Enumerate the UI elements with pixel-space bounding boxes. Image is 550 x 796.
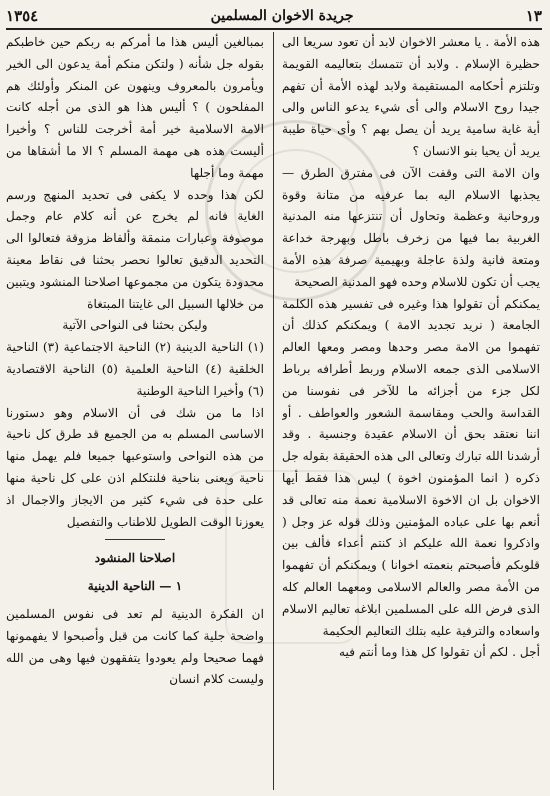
left-column — [6, 32, 264, 792]
section-subheading: ١ — الناحية الدينية — [87, 579, 183, 594]
newspaper-title: جريدة الاخوان المسلمين — [210, 8, 354, 24]
paragraph: ان الفكرة الدينية لم تعد فى نفوس المسلمين واضحة جلية كما كانت من قبل وأصبحوا لا يفهمونها فهما صحيحا ولم يعودوا يتفقهون فيها وهى من الله وليست كلام انسان — [6, 606, 264, 687]
section-heading: اصلاحنا المنشود — [94, 551, 176, 566]
paragraph: بمبالغين أليس هذا ما أمركم به ربكم حين خاطبكم بقوله جل شأنه ( ولتكن منكم أمة يدعون الى الخير ويأمرون بالمعروف وينهون عن المنكر وأولئك هم المفلحون ) ؟ أليس هذا هو الذى من أجله كانت الامة الاسلامية خير أمة أخرجت للناس ؟ وأخيرا أليست هذه هى مهمة المسلم ؟ الا ما أشقاها من مهمة وما أجلها — [6, 35, 264, 180]
paragraph: لكن هذا وحده لا يكفى فى تحديد المنهج ورسم الغاية فانه لم يخرج عن أنه كلام عام وجمل موصوفة وعبارات منمقة وألفاظ مزوقة فتعالوا الى التحديد الدقيق تعالوا نحصر بحثنا فى نقاط معينة محدودة يتكون من مجموعها اصلاحنا المنشود ويتبين من خلالها السبيل الى غايتنا المبتغاة — [6, 187, 264, 311]
paragraph: هذه الأمة . يا معشر الاخوان لابد أن تعود سريعا الى حظيرة الإسلام . ولابد أن تتمسك بتعاليمه القويمة وتلتزم أحكامه المستقيمة ولابد لهذه الأمة أن تفهم جيدا روح الاسلام والى أى شيء يدعو الناس والى أية غاية سامية يريد أن يصل بهم ؟ وأى حياة طيبة يريد أن يحيا بنو الانسان ؟ — [282, 35, 540, 158]
page-number: ١٣ — [525, 7, 542, 25]
right-column — [282, 32, 540, 792]
paragraph: اذا ما من شك فى أن الاسلام وهو دستورنا الاساسى المسلم به من الجميع قد طرق كل ناحية من هذه النواحى واستوعبها جميعا فلم يهمل منها ناحية ويعنى بناحية فلنتكلم اذن على كل ناحية منها على حدة فى شيء كثير من الايجاز والاجمال اذ يعوزنا الوقت الطويل للاطناب والتفصيل — [6, 405, 264, 529]
column-divider — [273, 32, 274, 790]
year: ١٣٥٤ — [6, 7, 39, 25]
paragraph: وان الامة التى وقفت الآن فى مفترق الطرق — يجذبها الاسلام اليه بما عرفيه من متانة وقوة وروحانية وعظمة وتحاول أن تنتزعها منه المدنية الغربية بما فيها من زخرف باطل وبهرجة خداعة ومتعة فانية ولذة عاجلة وبهيمية صرفة هذه الأمة يجب أن تكون للاسلام وحده فهو المدنية الصحيحة — [282, 165, 540, 289]
paragraph: وليكن بحثنا فى النواحى الآتية — [62, 318, 208, 333]
paragraph: يمكنكم أن تقولوا هذا وغيره فى تفسير هذه الكلمة الجامعة ( نريد تجديد الامة ) ويمكنكم كذلك أن تفهموا من الامة مصر وحدها ومصر ومعها العالم الاسلامى الذى جمعه الاسلام وربط أطرافه برباط لكل جزء من أجزائه ما للآخر فى نفوسنا من القداسة والحب ومقاسمة الشعور والعواطف . أو اننا نعتقد بحق أن الاسلام عقيدة وجنسية . وقد أرشدنا الله تبارك وتعالى الى هذه الحقيقة بقوله جل ذكره ( انما المؤمنون اخوة ) ليس هذا فقط أيها الاخوان بل ان الاخوة الاسلامية نعمة منه تعالى قد أنعم بها على عباده المؤمنين وذلك قوله عز وجل ( واذكروا نعمة الله عليكم اذ كنتم أعداء فألف بين قلوبكم فأصبحتم بنعمته اخوانا ) ويمكنكم أن تفهموا من الأمة مصر والعالم الاسلامى ومعهما العالم كله الذى فرض الله على المسلمين ابلاغه تعاليم الاسلام واسعاده والترفية عليه بتلك التعاليم الحكيمة — [282, 296, 540, 638]
page-header — [6, 4, 542, 30]
list-item: (١) الناحية الدينية (٢) الناحية الاجتماعية (٣) الناحية الخلقية (٤) الناحية العلمية (٥) الناحية الاقتصادية (٦) وأخيرا الناحية الوطنية — [6, 340, 264, 398]
section-rule — [105, 539, 165, 540]
paragraph: أجل . لكم أن تقولوا كل هذا وما أنتم فيه — [338, 645, 540, 660]
